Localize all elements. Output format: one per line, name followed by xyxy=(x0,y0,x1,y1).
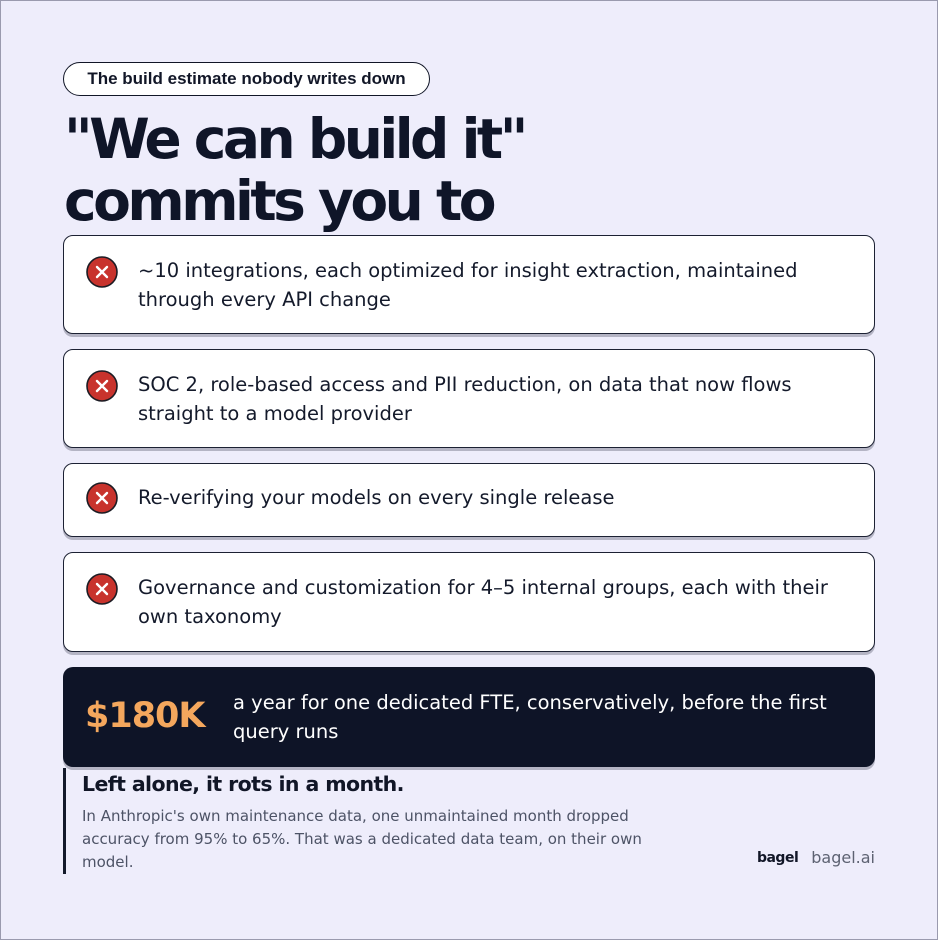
headline-line-2: commits you to xyxy=(64,169,494,233)
brand-footer xyxy=(757,848,875,867)
commitment-card-governance xyxy=(63,552,875,652)
commitment-text: Re-verifying your models on every single release xyxy=(138,486,615,509)
x-circle-icon xyxy=(86,573,118,605)
eyebrow-badge: The build estimate nobody writes down xyxy=(63,62,430,96)
cost-amount: $180K xyxy=(85,696,205,736)
bagel-logo: bagel xyxy=(756,849,799,866)
commitment-card-reverification xyxy=(63,463,875,537)
note-body: In Anthropic's own maintenance data, one unmaintained month dropped accuracy from 95% to 65%. That was a dedicated data team, on their own model. xyxy=(82,807,642,871)
x-circle-icon xyxy=(86,482,118,514)
x-circle-icon xyxy=(86,370,118,402)
commitment-card-security xyxy=(63,349,875,448)
x-circle-icon xyxy=(86,256,118,288)
commitment-text: Governance and customization for 4–5 internal groups, each with their own taxonomy xyxy=(138,576,828,628)
commitment-text: SOC 2, role-based access and PII reduction, on data that now flows straight to a model provider xyxy=(138,373,792,425)
brand-url: bagel.ai xyxy=(811,848,875,867)
maintenance-note xyxy=(63,768,686,874)
note-title: Left alone, it rots in a month. xyxy=(82,772,404,796)
commitment-text: ~10 integrations, each optimized for insight extraction, maintained through every API change xyxy=(138,259,798,311)
cost-description: a year for one dedicated FTE, conservatively, before the first query runs xyxy=(233,691,827,743)
page-headline xyxy=(64,108,525,232)
commitment-card-integrations xyxy=(63,235,875,334)
cost-callout xyxy=(63,667,875,767)
headline-line-1: "We can build it" xyxy=(64,107,525,171)
